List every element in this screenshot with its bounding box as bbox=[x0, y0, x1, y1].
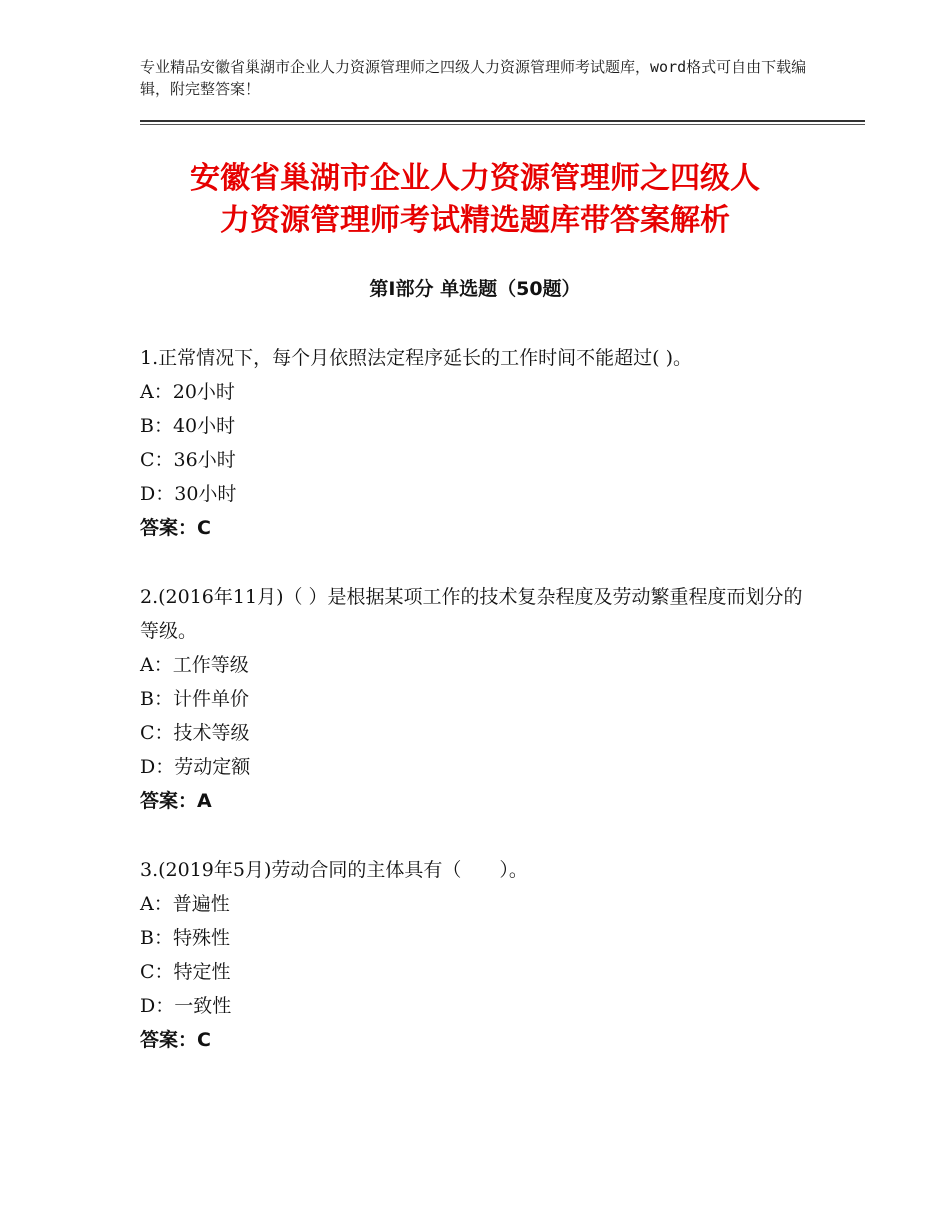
option-text: 普遍性 bbox=[172, 893, 230, 915]
option-key: D： bbox=[140, 995, 175, 1017]
option-text: 劳动定额 bbox=[174, 756, 251, 778]
question-stem: 3.(2019年5月)劳动合同的主体具有（ ）。 bbox=[140, 859, 528, 881]
option-b bbox=[140, 682, 820, 716]
option-key: B： bbox=[140, 688, 173, 710]
option-key: C： bbox=[140, 722, 174, 744]
header-divider-thick bbox=[140, 120, 865, 122]
option-c bbox=[140, 716, 820, 750]
option-d bbox=[140, 989, 820, 1023]
section-heading: 第Ⅰ部分 单选题（50题） bbox=[369, 278, 581, 300]
question-2 bbox=[140, 580, 820, 818]
option-text: 一致性 bbox=[174, 995, 232, 1017]
option-key: B： bbox=[140, 415, 173, 437]
option-key: A： bbox=[140, 893, 173, 915]
option-c bbox=[140, 443, 820, 477]
option-key: D： bbox=[140, 483, 175, 505]
option-text: 36小时 bbox=[173, 449, 236, 471]
option-b bbox=[140, 921, 820, 955]
option-a bbox=[140, 648, 820, 682]
option-d bbox=[140, 477, 820, 511]
option-text: 特殊性 bbox=[172, 927, 230, 949]
option-a bbox=[140, 375, 820, 409]
option-text: 技术等级 bbox=[173, 722, 250, 744]
question-3 bbox=[140, 853, 820, 1057]
option-c bbox=[140, 955, 820, 989]
option-key: D： bbox=[140, 756, 175, 778]
answer-label: 答案：C bbox=[140, 517, 211, 539]
option-text: 20小时 bbox=[172, 381, 235, 403]
option-key: C： bbox=[140, 961, 174, 983]
answer-label: 答案：A bbox=[140, 790, 212, 812]
document-title-line-2: 力资源管理师考试精选题库带答案解析 bbox=[220, 203, 730, 238]
answer-label: 答案：C bbox=[140, 1029, 211, 1051]
document-title bbox=[100, 158, 850, 242]
question-stem: 1.正常情况下，每个月依照法定程序延长的工作时间不能超过( )。 bbox=[140, 347, 692, 369]
option-b bbox=[140, 409, 820, 443]
option-key: A： bbox=[140, 381, 173, 403]
header-divider-thin bbox=[140, 124, 865, 125]
option-key: A： bbox=[140, 654, 173, 676]
question-1 bbox=[140, 341, 820, 545]
option-key: C： bbox=[140, 449, 174, 471]
option-text: 工作等级 bbox=[172, 654, 249, 676]
option-text: 特定性 bbox=[173, 961, 231, 983]
document-title-line-1: 安徽省巢湖市企业人力资源管理师之四级人 bbox=[190, 161, 760, 196]
option-a bbox=[140, 887, 820, 921]
option-key: B： bbox=[140, 927, 173, 949]
option-text: 计件单价 bbox=[172, 688, 249, 710]
question-stem: 2.(2016年11月)（ ）是根据某项工作的技术复杂程度及劳动繁重程度而划分的等级。 bbox=[140, 586, 803, 642]
header-note: 专业精品安徽省巢湖市企业人力资源管理师之四级人力资源管理师考试题库，word格式可自由下载编辑，附完整答案！ bbox=[140, 58, 807, 98]
option-text: 30小时 bbox=[174, 483, 237, 505]
option-text: 40小时 bbox=[172, 415, 236, 437]
option-d bbox=[140, 750, 820, 784]
